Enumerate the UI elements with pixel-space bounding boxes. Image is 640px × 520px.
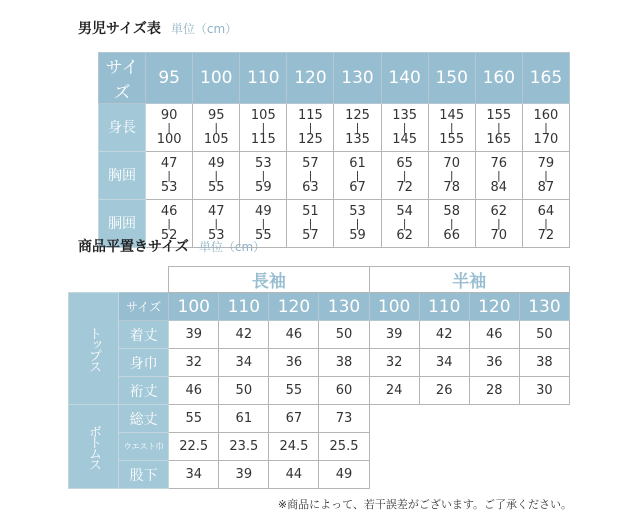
range-cell <box>193 152 240 200</box>
range-cell <box>240 152 287 200</box>
range-min: 145 <box>439 107 465 123</box>
range-cell <box>334 104 381 152</box>
value-cell: 39 <box>219 461 269 489</box>
table-row <box>69 349 570 377</box>
value-cell: 46 <box>269 321 319 349</box>
short-sleeve-header: 半袖 <box>369 267 569 293</box>
range-min: 135 <box>392 107 418 123</box>
title-text: 商品平置きサイズ <box>78 239 189 255</box>
range-cell <box>428 152 475 200</box>
range-separator: | <box>496 216 501 230</box>
disclaimer-note: ※商品によって、若干誤差がございます。ご了承ください。 <box>277 498 572 511</box>
value-cell: 34 <box>169 461 219 489</box>
range-cell <box>146 152 193 200</box>
row-label: 裄丈 <box>119 377 169 405</box>
range-max: 155 <box>439 131 465 147</box>
range-min: 47 <box>207 203 225 219</box>
range-max: 59 <box>255 179 272 195</box>
product-flat-size-table <box>68 266 570 489</box>
range-max: 78 <box>443 179 460 195</box>
range-max: 53 <box>207 227 225 243</box>
size-header: 100 <box>193 53 240 104</box>
row-label: 胸囲 <box>99 152 146 200</box>
title-text: 男児サイズ表 <box>78 21 161 37</box>
table-row <box>99 104 570 152</box>
size-header: 110 <box>219 293 269 321</box>
range-cell <box>287 104 334 152</box>
range-min: 70 <box>443 155 460 171</box>
value-cell: 46 <box>169 377 219 405</box>
range-min: 57 <box>302 155 319 171</box>
range-cell <box>334 200 381 248</box>
range-separator: | <box>402 216 407 230</box>
range-max: 135 <box>345 131 370 147</box>
value-cell: 50 <box>219 377 269 405</box>
size-header: 165 <box>522 53 569 104</box>
range-max: 63 <box>302 179 319 195</box>
range-separator: | <box>544 168 548 182</box>
value-cell: 24.5 <box>269 433 319 461</box>
boys-size-table <box>98 52 570 248</box>
range-cell <box>522 152 569 200</box>
range-cell <box>428 200 475 248</box>
range-separator: | <box>214 216 219 230</box>
range-min: 49 <box>255 203 272 219</box>
range-max: 59 <box>349 227 366 243</box>
range-min: 115 <box>298 107 323 123</box>
size-header: 100 <box>169 293 219 321</box>
range-separator: | <box>308 120 313 134</box>
range-cell <box>287 152 334 200</box>
value-cell: 39 <box>369 321 419 349</box>
range-min: 54 <box>396 203 413 219</box>
value-cell: 26 <box>419 377 469 405</box>
range-separator: | <box>214 168 219 182</box>
size-header: 130 <box>319 293 369 321</box>
range-max: 52 <box>160 227 178 243</box>
table-row <box>69 405 570 433</box>
table-row <box>99 152 570 200</box>
value-cell: 73 <box>319 405 369 433</box>
size-header-label: サイズ <box>99 53 146 104</box>
range-min: 95 <box>207 107 225 123</box>
range-max: 62 <box>396 227 413 243</box>
empty-area <box>369 405 569 433</box>
value-cell: 46 <box>469 321 519 349</box>
size-header: 110 <box>419 293 469 321</box>
range-min: 58 <box>443 203 460 219</box>
value-cell: 42 <box>219 321 269 349</box>
row-label: 股下 <box>119 461 169 489</box>
range-max: 57 <box>302 227 319 243</box>
range-max: 70 <box>490 227 508 243</box>
range-separator: | <box>355 216 360 230</box>
range-max: 105 <box>203 131 229 147</box>
size-header: 140 <box>381 53 428 104</box>
value-cell: 36 <box>269 349 319 377</box>
row-label: ウエスト巾 <box>119 433 169 461</box>
range-separator: | <box>402 168 407 182</box>
range-separator: | <box>214 120 219 134</box>
range-min: 76 <box>490 155 508 171</box>
range-max: 125 <box>298 131 323 147</box>
value-cell: 28 <box>469 377 519 405</box>
value-cell: 50 <box>319 321 369 349</box>
size-header: 160 <box>475 53 522 104</box>
value-cell: 30 <box>519 377 569 405</box>
size-header: 130 <box>519 293 569 321</box>
range-max: 115 <box>250 131 276 147</box>
value-cell: 38 <box>519 349 569 377</box>
row-label: 総丈 <box>119 405 169 433</box>
range-max: 72 <box>537 227 555 243</box>
range-max: 55 <box>207 179 225 195</box>
range-separator: | <box>544 216 548 230</box>
range-separator: | <box>308 216 313 230</box>
size-header-label: サイズ <box>119 293 169 321</box>
range-separator: | <box>544 120 548 134</box>
range-max: 72 <box>396 179 413 195</box>
range-cell <box>193 104 240 152</box>
range-min: 46 <box>160 203 178 219</box>
value-cell: 34 <box>419 349 469 377</box>
table-row <box>69 433 570 461</box>
unit-label: 単位（cm） <box>170 22 238 36</box>
unit-label: 単位（cm） <box>198 240 266 254</box>
range-separator: | <box>308 168 313 182</box>
table-row <box>69 321 570 349</box>
range-min: 53 <box>255 155 272 171</box>
range-separator: | <box>355 120 360 134</box>
value-cell: 42 <box>419 321 469 349</box>
range-cell <box>381 152 428 200</box>
value-cell: 61 <box>219 405 269 433</box>
value-cell: 25.5 <box>319 433 369 461</box>
value-cell: 49 <box>319 461 369 489</box>
range-max: 165 <box>486 131 512 147</box>
range-min: 49 <box>207 155 225 171</box>
range-separator: | <box>167 120 171 134</box>
size-chart-title <box>78 18 237 38</box>
value-cell: 39 <box>169 321 219 349</box>
row-label: 身長 <box>99 104 146 152</box>
value-cell: 67 <box>269 405 319 433</box>
range-min: 51 <box>302 203 319 219</box>
range-min: 155 <box>486 107 512 123</box>
empty-corner <box>69 267 169 293</box>
table-row <box>69 377 570 405</box>
value-cell: 32 <box>169 349 219 377</box>
long-sleeve-header: 長袖 <box>169 267 369 293</box>
row-label: 着丈 <box>119 321 169 349</box>
range-max: 170 <box>533 131 559 147</box>
range-cell <box>381 200 428 248</box>
range-min: 53 <box>349 203 366 219</box>
flat-size-title <box>78 236 265 256</box>
range-separator: | <box>449 168 454 182</box>
value-cell: 55 <box>169 405 219 433</box>
size-header: 110 <box>240 53 287 104</box>
range-min: 62 <box>490 203 508 219</box>
row-label: 胴囲 <box>99 200 146 248</box>
value-cell: 38 <box>319 349 369 377</box>
size-header: 100 <box>369 293 419 321</box>
row-label: 身巾 <box>119 349 169 377</box>
range-separator: | <box>496 120 501 134</box>
range-max: 55 <box>255 227 272 243</box>
range-separator: | <box>449 120 454 134</box>
range-separator: | <box>261 168 266 182</box>
range-min: 61 <box>349 155 366 171</box>
value-cell: 34 <box>219 349 269 377</box>
table-row <box>69 461 570 489</box>
range-separator: | <box>167 168 171 182</box>
range-max: 66 <box>443 227 460 243</box>
range-min: 64 <box>537 203 555 219</box>
range-max: 87 <box>537 179 555 195</box>
range-min: 160 <box>533 107 559 123</box>
value-cell: 55 <box>269 377 319 405</box>
tops-group-label: トップス <box>69 293 119 405</box>
range-cell <box>287 200 334 248</box>
range-cell <box>428 104 475 152</box>
size-header: 120 <box>269 293 319 321</box>
range-separator: | <box>402 120 407 134</box>
size-header: 120 <box>287 53 334 104</box>
size-header: 120 <box>469 293 519 321</box>
range-min: 65 <box>396 155 413 171</box>
range-min: 79 <box>537 155 555 171</box>
range-cell <box>475 200 522 248</box>
range-cell <box>381 104 428 152</box>
empty-area <box>369 461 569 489</box>
range-cell <box>475 152 522 200</box>
value-cell: 23.5 <box>219 433 269 461</box>
range-min: 125 <box>345 107 370 123</box>
range-cell <box>334 152 381 200</box>
value-cell: 32 <box>369 349 419 377</box>
range-cell <box>146 104 193 152</box>
bottoms-group-label: ボトムス <box>69 405 119 489</box>
size-header: 95 <box>146 53 193 104</box>
range-min: 105 <box>250 107 276 123</box>
range-cell <box>522 200 569 248</box>
value-cell: 44 <box>269 461 319 489</box>
range-separator: | <box>449 216 454 230</box>
value-cell: 50 <box>519 321 569 349</box>
size-header: 150 <box>428 53 475 104</box>
range-cell <box>240 104 287 152</box>
value-cell: 22.5 <box>169 433 219 461</box>
range-cell <box>475 104 522 152</box>
range-separator: | <box>167 216 171 230</box>
value-cell: 60 <box>319 377 369 405</box>
range-min: 90 <box>160 107 178 123</box>
range-min: 47 <box>160 155 178 171</box>
range-max: 67 <box>349 179 366 195</box>
empty-area <box>369 433 569 461</box>
value-cell: 24 <box>369 377 419 405</box>
range-separator: | <box>261 120 266 134</box>
range-max: 145 <box>392 131 418 147</box>
range-max: 53 <box>160 179 178 195</box>
range-cell <box>522 104 569 152</box>
range-separator: | <box>496 168 501 182</box>
size-header: 130 <box>334 53 381 104</box>
range-separator: | <box>261 216 266 230</box>
range-max: 100 <box>156 131 182 147</box>
value-cell: 36 <box>469 349 519 377</box>
range-max: 84 <box>490 179 508 195</box>
range-separator: | <box>355 168 360 182</box>
